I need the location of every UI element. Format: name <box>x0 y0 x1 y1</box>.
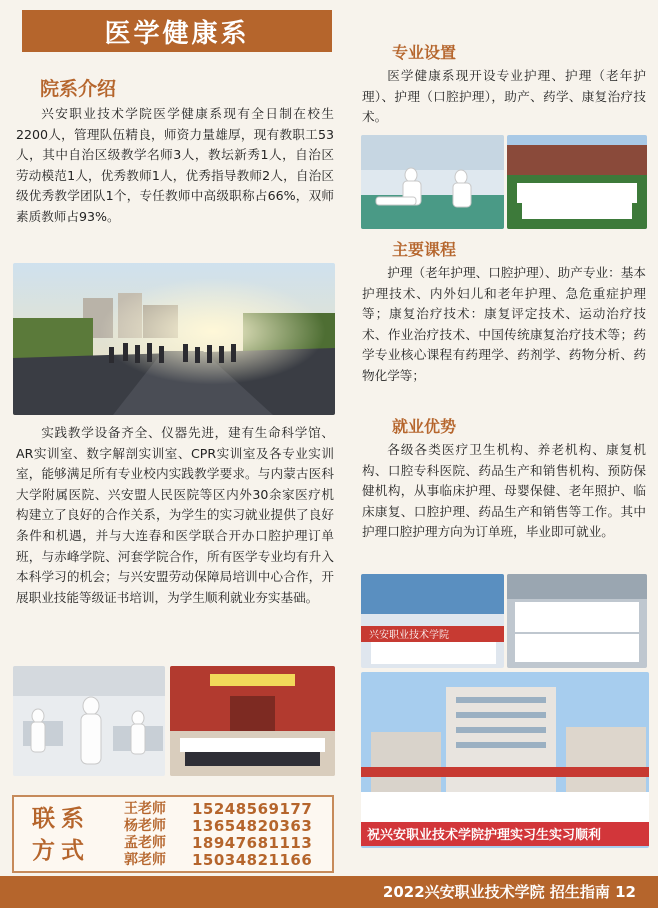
contact-label <box>32 803 102 867</box>
contact-row <box>124 818 312 835</box>
contact-name: 杨老师 <box>124 818 166 834</box>
employment-text: 各级各类医疗卫生机构、养老机构、康复机构、口腔专科医院、药品生产和销售机构、预防保健机构，从事临床护理、母婴保健、老年照护、临床康复、口腔护理、药品生产和销售等工作。其中护理口腔护理方向为订单班，毕业即可就业。 <box>362 442 646 540</box>
clinic-group-photo <box>361 574 504 668</box>
contact-row <box>124 835 312 852</box>
footer-bar <box>0 876 658 908</box>
group-photo-building <box>170 666 335 776</box>
contact-phone[interactable]: 15034821166 <box>192 851 313 869</box>
clinic-banner-text: 兴安职业技术学院 <box>369 630 449 641</box>
nursing-training-photo <box>13 666 165 776</box>
majors-heading <box>392 40 456 63</box>
contact-name: 孟老师 <box>124 835 166 851</box>
contact-name: 郭老师 <box>124 852 166 868</box>
courses-heading-text: 主要课程 <box>392 240 457 259</box>
cpr-training-photo <box>361 135 504 229</box>
campus-road-photo <box>13 263 335 415</box>
contact-label-line-1: 联系 <box>32 806 90 832</box>
contact-phone[interactable]: 15248569177 <box>192 800 313 818</box>
nurse-students-group-photo <box>507 135 647 229</box>
employment-heading-text: 就业优势 <box>392 417 457 436</box>
department-title: 医学健康系 <box>22 10 332 52</box>
contact-name: 王老师 <box>124 801 166 817</box>
footer-text: 2022兴安职业技术学院 招生指南 12 <box>382 883 636 901</box>
intro-heading-text: 院系介绍 <box>40 78 117 100</box>
internship-banner-text: 祝兴安职业技术学院护理实习生实习顺利 <box>367 828 602 843</box>
courses-text: 护理（老年护理、口腔护理）、助产专业：基本护理技术、内外妇儿和老年护理、急危重症护理等；康复治疗技术：康复评定技术、运动治疗技术、作业治疗技术、中国传统康复治疗技术等；药学专业核心课程有药理学、药剂学、药物分析、药物化学等； <box>362 265 646 383</box>
intro-heading <box>40 74 116 101</box>
intro-paragraph-2: 实践教学设备齐全、仪器先进，建有生命科学馆、AR实训室、数字解剖实训室、CPR实训室及各专业实训室，能够满足所有专业校内实践教学要求。与内蒙古医科大学附属医院、兴安盟人民医院等区内外30余家医疗机构建立了良好的合作关系，为学生的实习就业提供了良好条件和机遇，并与大连春和医学联合开办口腔护理订单班，与赤峰学院、河套学院合作，所有医学专业均有升入本科学习的机会；与兴安盟劳动保障局培训中心合作，开展职业技能等级证书培训，为学生顺利就业夯实基础。 <box>16 425 334 605</box>
contact-phone[interactable]: 13654820363 <box>192 817 313 835</box>
contact-phone[interactable]: 18947681113 <box>192 834 313 852</box>
majors-heading-text: 专业设置 <box>392 43 457 62</box>
contact-list <box>124 801 312 869</box>
intro-paragraph-1: 兴安职业技术学院医学健康系现有全日制在校生2200人，管理队伍精良，师资力量雄厚，现有教职工53人，其中自治区级教学名师3人，教坛新秀1人，自治区劳动模范1人，优秀教师1人，优秀指导教师2人，自治区级优秀教学团队1个，专任教师中高级职称占66%，双师素质教师占93%。 <box>16 106 334 224</box>
nurses-lineup-photo <box>507 574 647 668</box>
hospital-internship-photo <box>361 672 649 848</box>
contact-row <box>124 801 312 818</box>
contact-label-line-2: 方式 <box>32 838 90 864</box>
employment-heading <box>392 414 456 437</box>
majors-text: 医学健康系现开设专业护理、护理（老年护理）、护理（口腔护理），助产、药学、康复治疗技术。 <box>362 68 646 125</box>
courses-heading <box>392 237 456 260</box>
contact-box <box>12 795 334 873</box>
contact-row <box>124 852 312 869</box>
